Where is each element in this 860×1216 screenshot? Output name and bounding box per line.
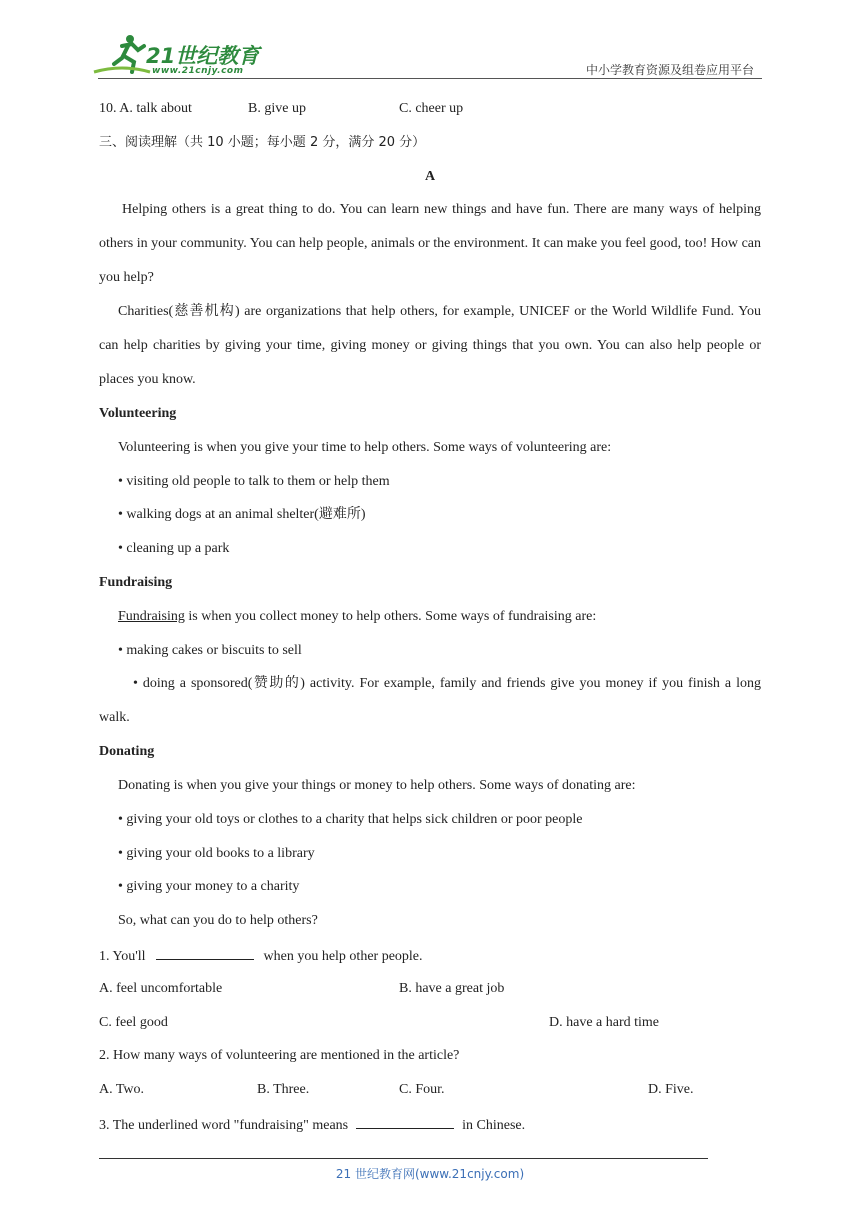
question-2: 2. How many ways of volunteering are mentioned in the article? xyxy=(99,1048,460,1064)
fundraising-intro xyxy=(99,609,761,625)
question-3 xyxy=(99,1116,761,1132)
q10-option-a: 10. A. talk about xyxy=(99,101,192,116)
answer-blank xyxy=(356,1116,454,1129)
logo xyxy=(92,34,262,78)
q2-option-c: C. Four. xyxy=(399,1082,445,1098)
q2-options xyxy=(99,1082,761,1098)
q2-option-d: D. Five. xyxy=(648,1082,694,1098)
underlined-word-fundraising: Fundraising xyxy=(118,608,185,624)
heading-fundraising: Fundraising xyxy=(99,574,173,590)
section-title: 三、阅读理解（共 10 小题；每小题 2 分，满分 20 分） xyxy=(99,134,426,150)
donating-item: • giving your money to a charity xyxy=(118,879,300,895)
paragraph-2: Charities(慈善机构) are organizations that help others, for example, UNICEF or the World Wildlife Fund. You can help charities by giving your time, giving money or giving things that you own. You can also help people or places you know. xyxy=(99,304,761,388)
header-divider xyxy=(98,78,762,79)
q3-stem: 3. The underlined word "fundraising" means xyxy=(99,1117,349,1133)
donating-item: • giving your old books to a library xyxy=(118,845,315,861)
question-10-options xyxy=(99,101,761,117)
q10-option-b: B. give up xyxy=(248,101,306,116)
passage-label: A xyxy=(424,168,436,184)
volunteering-intro: Volunteering is when you give your time to help others. Some ways of volunteering are: xyxy=(118,439,612,455)
q3-stem-end: in Chinese. xyxy=(462,1117,526,1133)
fundraising-item: • doing a sponsored(赞助的) activity. For example, family and friends give you money if you finish a long walk. xyxy=(99,676,761,726)
paragraph-1: Helping others is a great thing to do. You can learn new things and have fun. There are many ways of helping others in your community. You can help people, animals or the environment. It can make you feel good, too! How can you help? xyxy=(99,202,761,286)
q1-stem-end: when you help other people. xyxy=(263,948,423,964)
q1-option-d: D. have a hard time xyxy=(549,1014,660,1030)
volunteering-item: • visiting old people to talk to them or help them xyxy=(118,473,390,489)
heading-donating: Donating xyxy=(99,744,155,760)
closing-question: So, what can you do to help others? xyxy=(118,913,318,929)
q1-options-row-2 xyxy=(99,1015,761,1031)
question-1 xyxy=(99,947,761,963)
heading-volunteering: Volunteering xyxy=(99,405,177,421)
volunteering-item: • walking dogs at an animal shelter(避难所) xyxy=(118,507,366,523)
fundraising-intro-text: is when you collect money to help others. Some ways of fundraising are: xyxy=(184,608,597,624)
q1-stem: 1. You'll xyxy=(99,948,146,964)
q1-option-a: A. feel uncomfortable xyxy=(99,980,223,996)
donating-intro: Donating is when you give your things or money to help others. Some ways of donating are: xyxy=(118,777,636,793)
donating-item: • giving your old toys or clothes to a charity that helps sick children or poor people xyxy=(118,811,583,827)
q1-option-b: B. have a great job xyxy=(399,980,505,996)
q1-option-c: C. feel good xyxy=(99,1014,168,1030)
page-header xyxy=(0,0,860,90)
volunteering-item: • cleaning up a park xyxy=(118,541,230,557)
document-body xyxy=(99,101,761,1150)
logo-url: www.21cnjy.com xyxy=(152,66,244,76)
q2-option-b: B. Three. xyxy=(257,1082,310,1098)
footer-divider xyxy=(99,1158,708,1159)
q1-options-row-1 xyxy=(99,981,761,997)
answer-blank xyxy=(156,947,254,960)
q2-option-a: A. Two. xyxy=(99,1082,145,1098)
fundraising-item: • making cakes or biscuits to sell xyxy=(118,642,302,658)
logo-text: 21世纪教育 xyxy=(146,44,260,68)
q10-option-c: C. cheer up xyxy=(399,101,464,116)
footer-text: 21 世纪教育网(www.21cnjy.com) xyxy=(335,1167,525,1181)
header-platform-text: 中小学教育资源及组卷应用平台 xyxy=(585,63,754,77)
runner-logo-icon xyxy=(92,34,152,78)
